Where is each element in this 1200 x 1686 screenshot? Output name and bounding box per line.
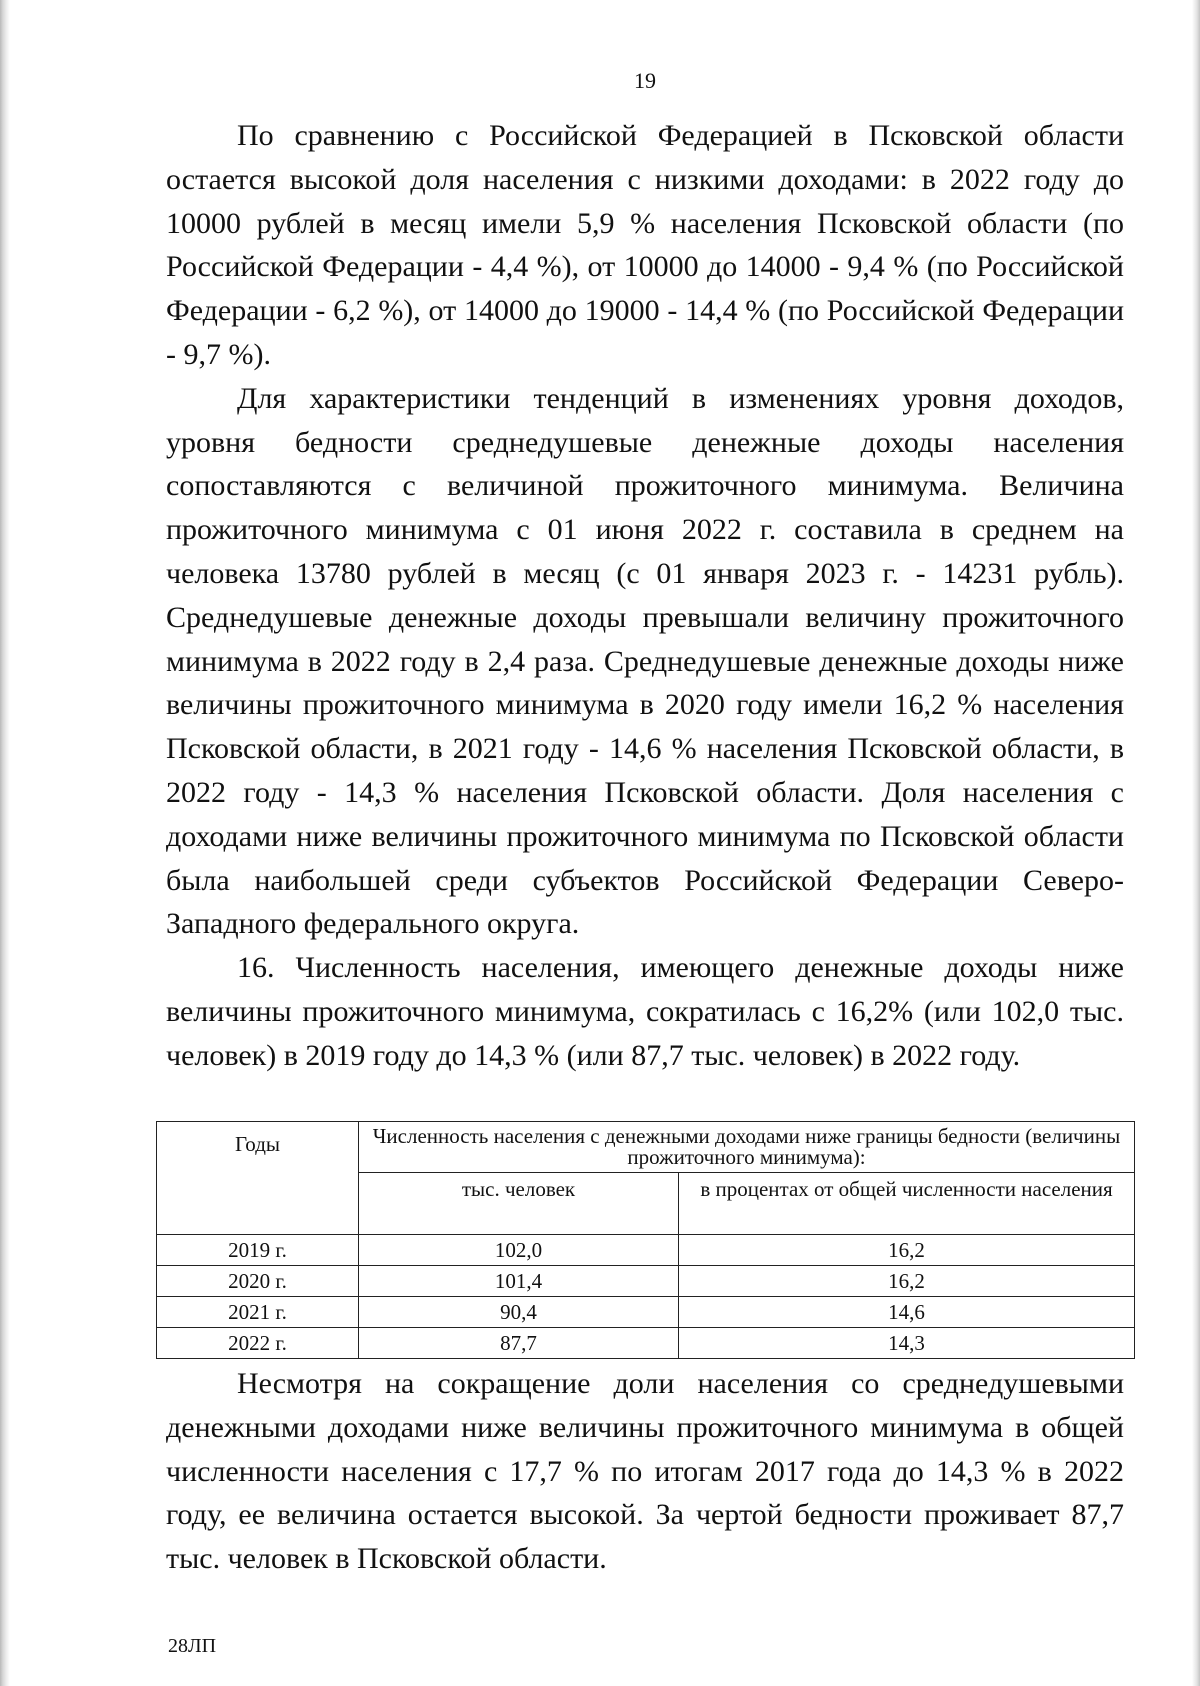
table-cell-year: 2019 г. <box>157 1235 359 1266</box>
table-row <box>157 1235 1135 1266</box>
paragraph-poverty-population: 16. Численность населения, имеющего денежные доходы ниже величины прожиточного минимума, сократилась с 16,2% (или 102,0 тыс. человек) в 2019 году до 14,3 % (или 87,7 тыс. человек) в 2022 году. <box>166 951 1124 1072</box>
table-cell-percent: 16,2 <box>679 1235 1135 1266</box>
table-cell-year: 2022 г. <box>157 1328 359 1359</box>
poverty-table <box>156 1121 1135 1359</box>
table-cell-percent: 14,6 <box>679 1297 1135 1328</box>
document-code: 28ЛП <box>168 1635 217 1657</box>
table-cell-percent: 14,3 <box>679 1328 1135 1359</box>
body-text-top <box>166 114 1124 1078</box>
table-header-percent: в процентах от общей численности населения <box>679 1173 1135 1235</box>
body-text-bottom <box>166 1362 1124 1581</box>
paragraph-conclusion: Несмотря на сокращение доли населения со среднедушевыми денежными доходами ниже величины прожиточного минимума в общей численности населения с 17,7 % по итогам 2017 года до 14,3 % в 2022 году, ее величина остается высокой. За чертой бедности проживает 87,7 тыс. человек в Псковской области. <box>166 1367 1124 1576</box>
table-cell-year: 2020 г. <box>157 1266 359 1297</box>
table-cell-year: 2021 г. <box>157 1297 359 1328</box>
table-header-row <box>157 1122 1135 1173</box>
table-header-thousands: тыс. человек <box>359 1173 679 1235</box>
scan-edge-right <box>1192 0 1200 1686</box>
paragraph-income-comparison: По сравнению с Российской Федерацией в Псковской области остается высокой доля населения с низкими доходами: в 2022 году до 10000 рублей в месяц имели 5,9 % населения Псковской области (по Российской Федерации - 4,4 %), от 10000 до 14000 - 9,4 % (по Российской Федерации - 6,2 %), от 14000 до 19000 - 14,4 % (по Российской Федерации - 9,7 %). <box>166 119 1124 371</box>
table-cell-thousands: 90,4 <box>359 1297 679 1328</box>
table-row <box>157 1328 1135 1359</box>
table-cell-thousands: 102,0 <box>359 1235 679 1266</box>
paragraph-subsistence-minimum: Для характеристики тенденций в изменениях уровня доходов, уровня бедности среднедушевые денежные доходы населения сопоставляются с величиной прожиточного минимума. Величина прожиточного минимума с 01 июня 2022 г. составила в среднем на человека 13780 рублей в месяц (с 01 января 2023 г. - 14231 рубль). Среднедушевые денежные доходы превышали величину прожиточного минимума в 2022 году в 2,4 раза. Среднедушевые денежные доходы ниже величины прожиточного минимума в 2020 году имели 16,2 % населения Псковской области, в 2021 году - 14,6 % населения Псковской области, в 2022 году - 14,3 % населения Псковской области. Доля населения с доходами ниже величины прожиточного минимума по Псковской области была наибольшей среди субъектов Российской Федерации Северо-Западного федерального округа. <box>166 381 1124 941</box>
table-header-years: Годы <box>157 1122 359 1235</box>
table-cell-thousands: 101,4 <box>359 1266 679 1297</box>
table-cell-thousands: 87,7 <box>359 1328 679 1359</box>
table-header-main: Численность населения с денежными доходами ниже границы бедности (величины прожиточного минимума): <box>359 1122 1135 1173</box>
table-row <box>157 1297 1135 1328</box>
table-row <box>157 1266 1135 1297</box>
page-number: 19 <box>634 68 656 93</box>
scan-edge-left <box>0 0 10 1686</box>
table-cell-percent: 16,2 <box>679 1266 1135 1297</box>
